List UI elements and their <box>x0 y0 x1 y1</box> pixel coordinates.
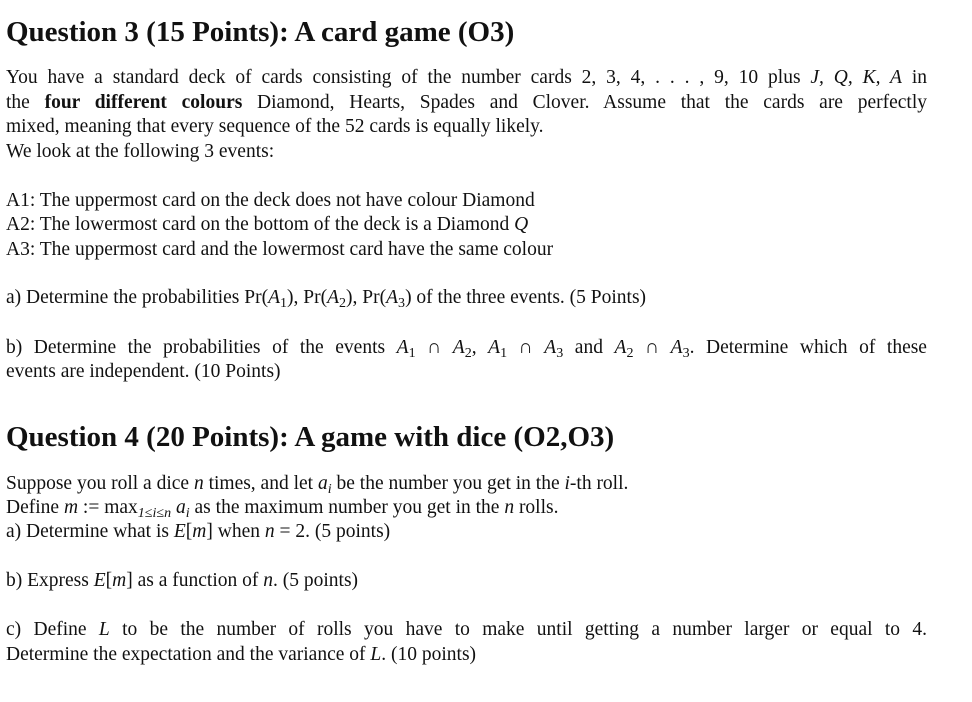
q4-part-c-line-2: Determine the expectation and the variance of L. (10 points) <box>6 644 477 665</box>
q4-intro-line-2: Define m := $\max_{1\le i\le n} a_i$ as the maximum number you get in the n rolls. <box>6 497 559 521</box>
q4-intro-line-1: Suppose you roll a dice n times, and let $a_i$ be the number you get in the i-th roll. <box>6 473 629 497</box>
q3-part-b-line-1: b) Determine the probabilities of the events $A_1$ ∩ $A_2$, $A_1$ ∩ $A_3$ and $A_2$ ∩ $A_3$. Determine which of these <box>6 337 927 361</box>
q3-part-b-line-2: events are independent. (10 Points) <box>6 361 281 382</box>
q3-part-a: a) Determine the probabilities $Pr(A_1)$, $Pr(A_2)$, $Pr(A_3)$ of the three events. (5 Points) <box>6 287 647 311</box>
q4-part-b: b) Express E[m] as a function of n. (5 points) <box>6 570 359 591</box>
question-4-title: Question 4 (20 Points): A game with dice (O2,O3) <box>6 421 615 453</box>
emphasis-four-colours: four different colours <box>44 92 243 113</box>
event-a3: A3: The uppermost card and the lowermost card have the same colour <box>6 239 554 260</box>
event-a2: A2: The lowermost card on the bottom of the deck is a Diamond Q <box>6 214 529 235</box>
q3-intro-line-2: the four different colours Diamond, Hearts, Spades and Clover. Assume that the cards are perfectly <box>6 92 927 113</box>
question-3-title: Question 3 (15 Points): A card game (O3) <box>6 16 515 48</box>
event-a1: A1: The uppermost card on the deck does not have colour Diamond <box>6 190 535 211</box>
q3-intro-line-1: You have a standard deck of cards consisting of the number cards 2, 3, 4, . . . , 9, 10 plus J, Q, K, A in <box>6 67 927 88</box>
q3-intro-line-4: We look at the following 3 events: <box>6 141 275 162</box>
q4-part-c-line-1: c) Define L to be the number of rolls you have to make until getting a number larger or equal to 4. <box>6 619 928 640</box>
q3-intro-line-3: mixed, meaning that every sequence of the 52 cards is equally likely. <box>6 116 544 137</box>
q4-part-a: a) Determine what is E[m] when n = 2. (5 points) <box>6 521 391 542</box>
